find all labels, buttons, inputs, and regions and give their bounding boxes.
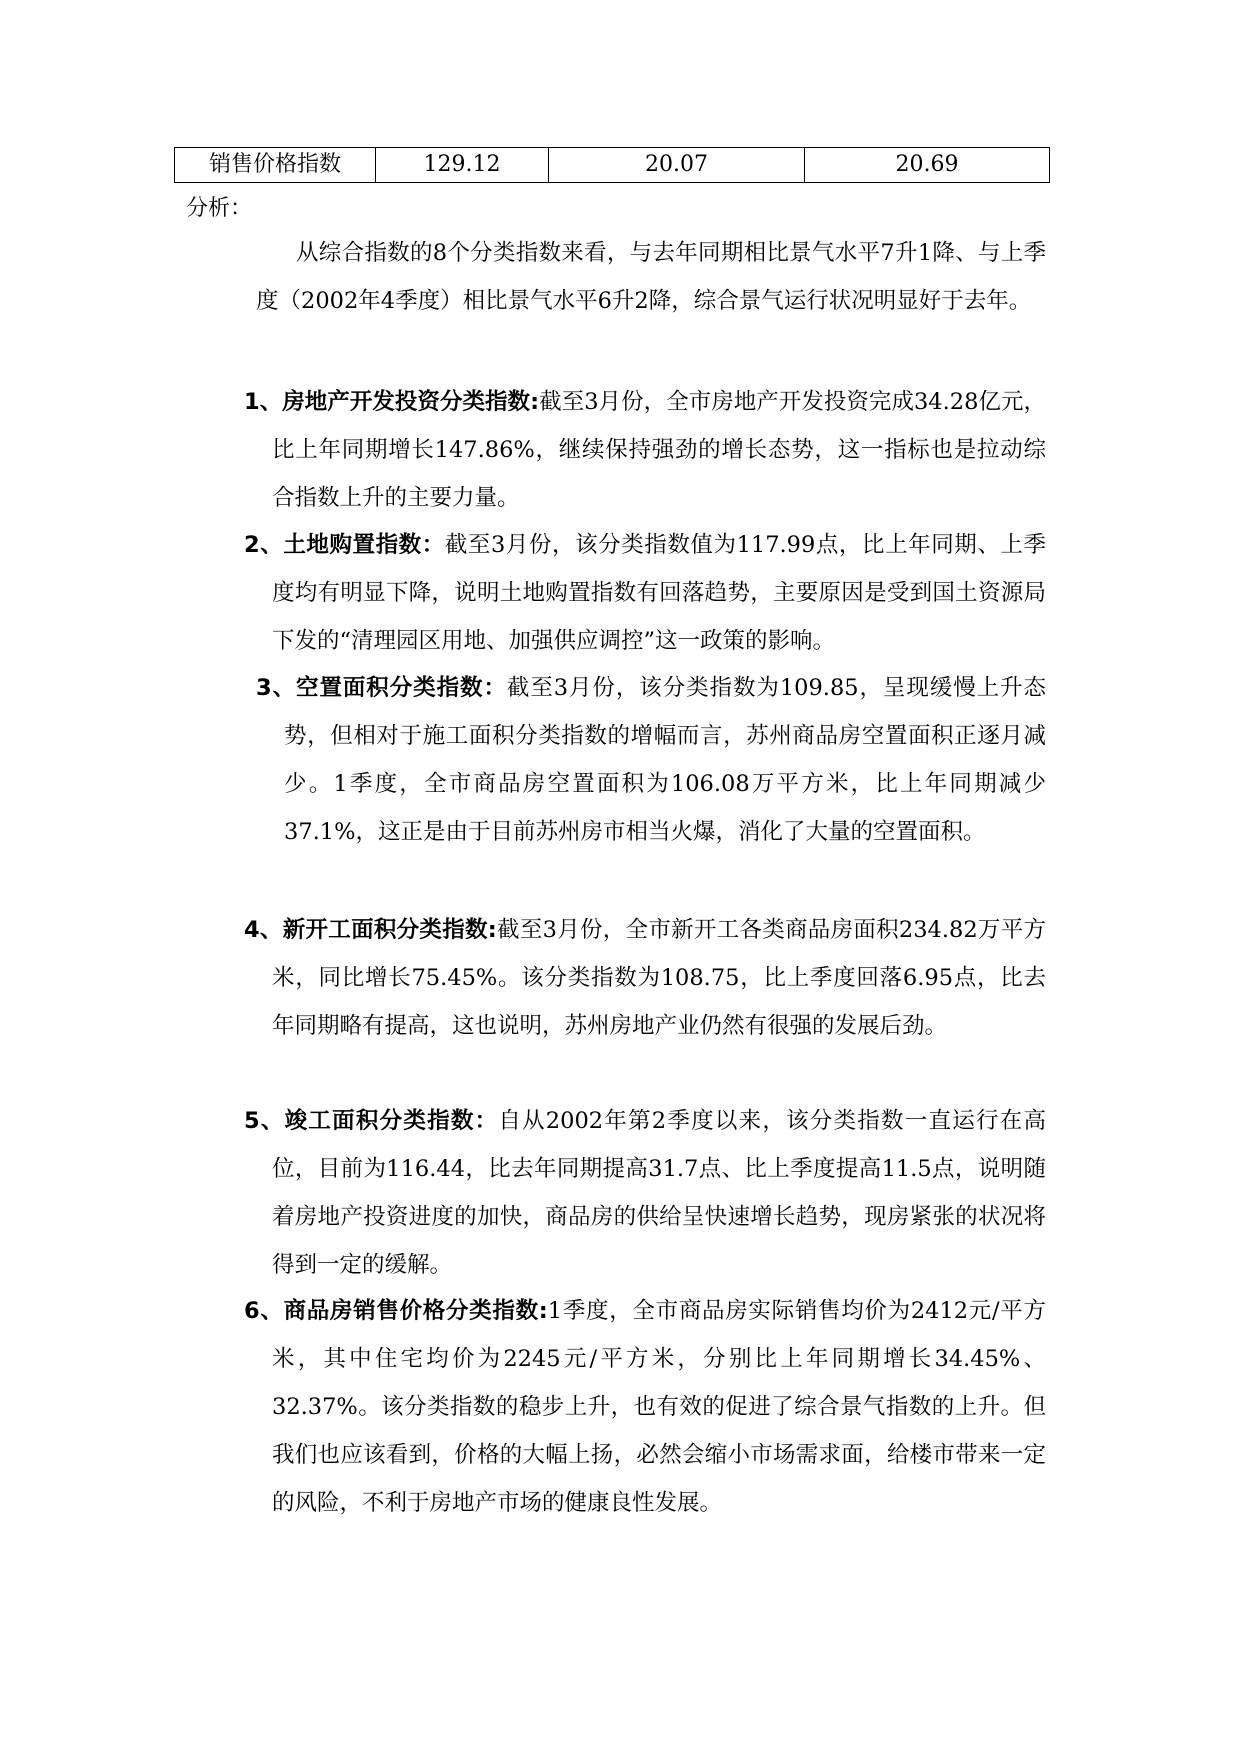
item-separator: : [487, 917, 497, 943]
item-text: 截至3月份，该分类指数为109.85，呈现缓慢上升态势，但相对于施工面积分类指数的增幅而言，苏州商品房空置面积正逐月减少。1季度，全市商品房空置面积为106.08万平方米，比上年同期减少37.1%，这正是由于目前苏州房市相当火爆，消化了大量的空置面积。 [284, 675, 1046, 845]
item-number: 6、 [244, 1298, 284, 1324]
item-text: 截至3月份，该分类指数值为117.99点，比上年同期、上季度均有明显下降，说明土地购置指数有回落趋势，主要原因是受到国土资源局下发的“清理园区用地、加强供应调控”这一政策的影响。 [272, 532, 1047, 654]
analysis-item-5 [244, 1097, 1046, 1289]
value-cell-3: 20.69 [805, 148, 1050, 183]
item-title: 新开工面积分类指数 [282, 917, 488, 943]
item-separator: ： [483, 675, 507, 701]
intro-paragraph: 从综合指数的8个分类指数来看，与去年同期相比景气水平7升1降、与上季度（2002年4季度）相比景气水平6升2降，综合景气运行状况明显好于去年。 [256, 240, 1046, 314]
item-title: 空置面积分类指数 [296, 675, 484, 701]
analysis-label: 分析： [186, 196, 253, 221]
value-cell-1: 129.12 [376, 148, 549, 183]
item-number: 3、 [256, 675, 297, 701]
item-number: 4、 [244, 917, 283, 943]
item-separator: : [538, 1298, 548, 1324]
price-index-table [174, 147, 1050, 183]
item-title: 竣工面积分类指数 [284, 1108, 475, 1134]
item-number: 2、 [244, 532, 284, 558]
analysis-item-4 [244, 906, 1046, 1050]
analysis-item-3 [256, 664, 1046, 856]
item-separator: : [530, 389, 540, 415]
analysis-item-1 [244, 378, 1046, 522]
value-cell-2: 20.07 [549, 148, 805, 183]
item-title: 商品房销售价格分类指数 [283, 1298, 539, 1324]
item-separator: ： [421, 532, 445, 558]
item-separator: ： [474, 1108, 499, 1134]
item-text: 截至3月份，全市新开工各类商品房面积234.82万平方米，同比增长75.45%。该分类指数为108.75，比上季度回落6.95点，比去年同期略有提高，这也说明，苏州房地产业仍然有很强的发展后劲。 [272, 917, 1046, 1039]
item-number: 5、 [244, 1108, 285, 1134]
item-title: 房地产开发投资分类指数 [282, 389, 531, 415]
analysis-item-6 [244, 1287, 1046, 1527]
item-text: 1季度，全市商品房实际销售均价为2412元/平方米，其中住宅均价为2245元/平方米，分别比上年同期增长34.45%、32.37%。该分类指数的稳步上升，也有效的促进了综合景气指数的上升。但我们也应该看到，价格的大幅上扬，必然会缩小市场需求面，给楼市带来一定的风险，不利于房地产市场的健康良性发展。 [272, 1298, 1046, 1516]
analysis-item-2 [244, 521, 1047, 665]
item-title: 土地购置指数 [283, 532, 422, 558]
table-row [175, 148, 1050, 183]
item-number: 1、 [244, 389, 283, 415]
row-label-cell: 销售价格指数 [175, 148, 376, 183]
item-text: 自从2002年第2季度以来，该分类指数一直运行在高位，目前为116.44，比去年同期提高31.7点、比上季度提高11.5点，说明随着房地产投资进度的加快，商品房的供给呈快速增长趋势，现房紧张的状况将得到一定的缓解。 [272, 1108, 1046, 1278]
item-text: 截至3月份，全市房地产开发投资完成34.28亿元，比上年同期增长147.86%，继续保持强劲的增长态势，这一指标也是拉动综合指数上升的主要力量。 [272, 389, 1046, 511]
